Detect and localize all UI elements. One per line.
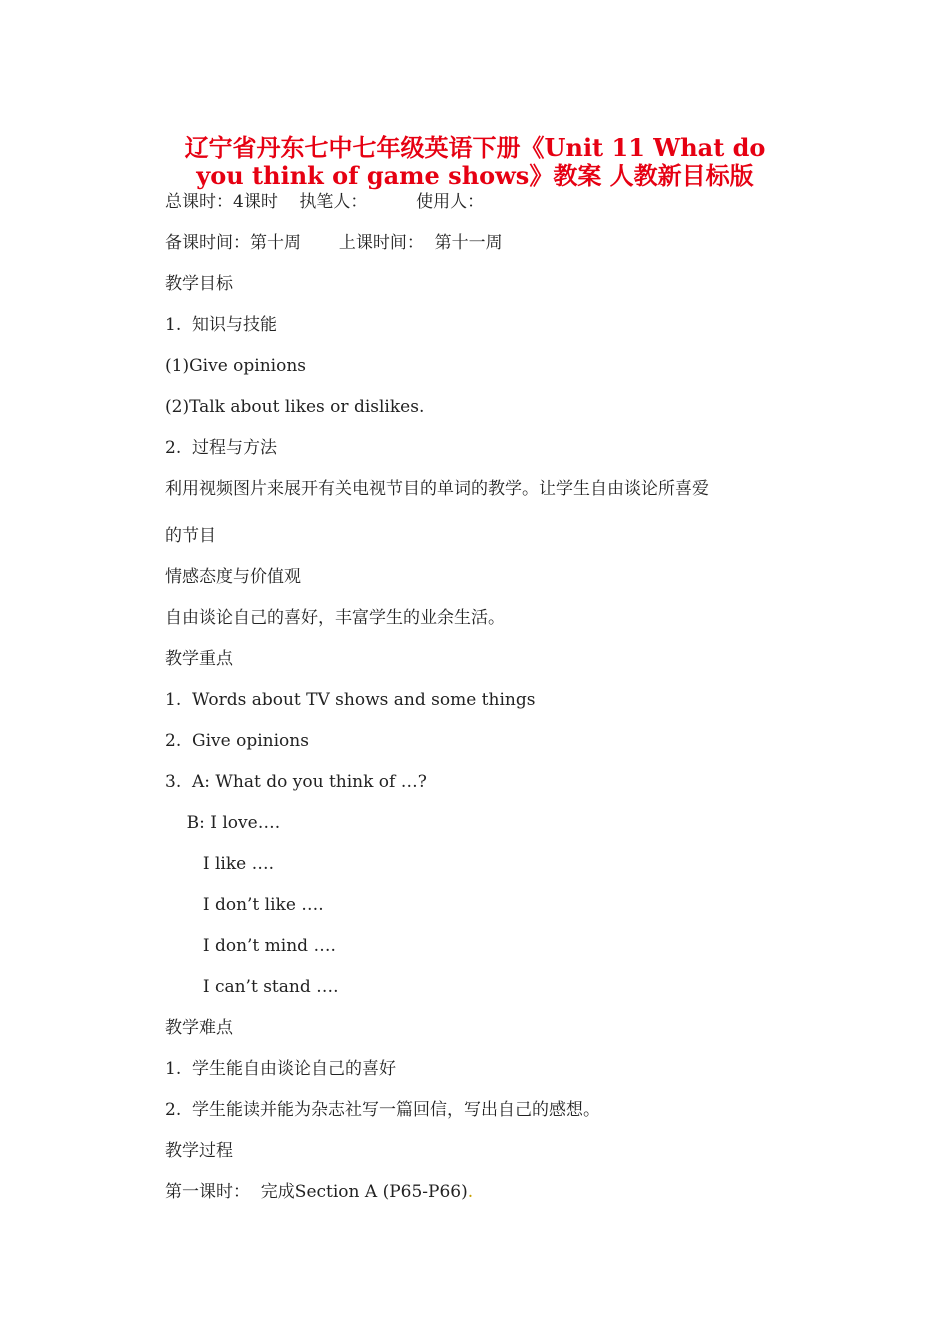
heading-key-points: 教学重点 bbox=[165, 649, 233, 669]
method-paragraph-line-1: 利用视频图片来展开有关电视节目的单词的教学。让学生自由谈论所喜爱 bbox=[165, 479, 709, 499]
dialogue-line-like: I like …. bbox=[165, 854, 274, 874]
method-paragraph-line-2: 的节目 bbox=[165, 526, 216, 546]
objective-1-item-2: (2)Talk about likes or dislikes. bbox=[165, 397, 425, 417]
key-point-1: 1. Words about TV shows and some things bbox=[165, 690, 536, 710]
lesson-1-line bbox=[165, 1181, 473, 1203]
document-title-line-2: you think of game shows》教案 人教新目标版 bbox=[196, 161, 754, 190]
document-title-line-1: 辽宁省丹东七中七年级英语下册《Unit 11 What do bbox=[184, 133, 766, 162]
heading-difficulties: 教学难点 bbox=[165, 1018, 233, 1038]
key-point-2: 2. Give opinions bbox=[165, 731, 309, 751]
lesson-1-text: 第一课时： 完成Section A (P65-P66) bbox=[165, 1182, 468, 1202]
dialogue-line-dont-like: I don’t like …. bbox=[165, 895, 324, 915]
heading-objectives: 教学目标 bbox=[165, 274, 233, 294]
meta-line-hours: 总课时：4课时 执笔人： 使用人： bbox=[165, 192, 485, 212]
dialogue-line-cant-stand: I can’t stand …. bbox=[165, 977, 339, 997]
trailing-period-mark: . bbox=[467, 1182, 474, 1202]
meta-line-schedule: 备课时间：第十周 上课时间： 第十一周 bbox=[165, 233, 503, 253]
heading-process: 教学过程 bbox=[165, 1141, 233, 1161]
difficulty-1: 1. 学生能自由谈论自己的喜好 bbox=[165, 1059, 397, 1079]
objective-1-item-1: (1)Give opinions bbox=[165, 356, 307, 376]
heading-attitudes: 情感态度与价值观 bbox=[165, 567, 301, 587]
key-point-3: 3. A: What do you think of …? bbox=[165, 772, 427, 792]
attitudes-paragraph: 自由谈论自己的喜好，丰富学生的业余生活。 bbox=[165, 608, 505, 628]
dialogue-line-b: B: I love…. bbox=[165, 813, 281, 833]
objective-2: 2. 过程与方法 bbox=[165, 438, 278, 458]
dialogue-line-dont-mind: I don’t mind …. bbox=[165, 936, 336, 956]
objective-1: 1. 知识与技能 bbox=[165, 315, 278, 335]
difficulty-2: 2. 学生能读并能为杂志社写一篇回信，写出自己的感想。 bbox=[165, 1100, 601, 1120]
